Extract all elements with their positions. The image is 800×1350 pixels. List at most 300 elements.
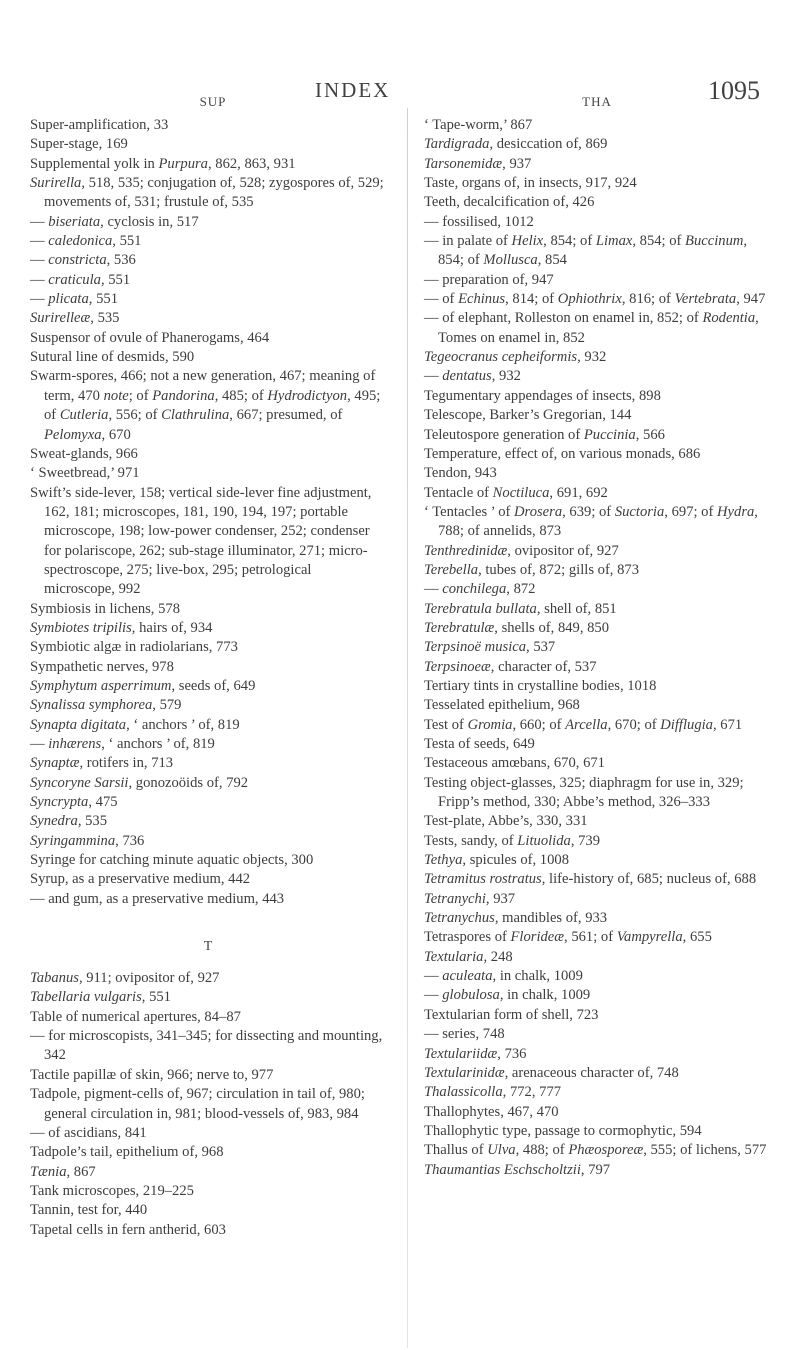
entry-text: Teleutospore generation of [424,426,584,443]
index-entry [30,754,386,773]
right-entries-list [424,116,770,1180]
entry-text: , seeds of, 649 [171,677,256,694]
index-entry [30,735,386,754]
index-entry [424,1103,770,1122]
index-entry [30,658,386,677]
entry-text: , Tomes on enamel in, 852 [438,310,759,346]
index-entry [30,870,386,889]
entry-text: , gonozoöids of, 792 [128,774,249,791]
entry-text: — [30,213,49,230]
entry-text: Test-plate, Abbe’s, 330, 331 [424,813,588,830]
running-title: INDEX [315,78,391,102]
entry-term-italic: Gromia [467,716,513,733]
index-entry [424,426,770,445]
entry-term-italic: constricta [48,252,107,269]
entry-term-italic: Hydrodictyon [267,387,348,404]
index-entry [30,135,386,154]
entry-term-italic: Clathrulina [161,407,230,424]
entry-term-italic: Terebella [424,561,479,578]
index-entry [424,1122,770,1141]
index-entry [30,1027,386,1066]
entry-term-italic: Vertebrata [674,291,737,308]
entry-text: , life-history of, 685; nucleus of, 688 [541,871,757,888]
index-entry [30,1085,386,1124]
entry-text: , 797 [580,1161,611,1178]
index-entry [424,1025,770,1044]
entry-term-italic: globulosa [442,987,500,1004]
entry-text: , hairs of, 934 [131,619,213,636]
entry-term-italic: Tabanus [30,970,79,987]
entry-term-italic: Cutleria [59,407,109,424]
index-entry [30,1201,386,1220]
entry-text: Sympathetic nerves, 978 [30,658,174,675]
entry-text: , tubes of, 872; gills of, 873 [478,561,639,578]
entry-text: Tapetal cells in fern antherid, 603 [30,1221,226,1238]
index-entry [424,870,770,889]
entry-text: ‘ Tentacles ’ of [424,503,515,520]
entry-text: , 488; of [515,1142,569,1159]
entry-term-italic: Tenthredinidæ [424,542,508,559]
entry-term-italic: dentatus [442,368,492,385]
entry-term-italic: Tabellaria vulgaris [30,989,142,1006]
index-entry [424,851,770,870]
entry-text: , 937 [485,890,516,907]
entry-text: , character of, 537 [490,658,597,675]
entry-term-italic: Florideæ [510,929,565,946]
index-entry [424,348,770,367]
entry-text: — and gum, as a preservative medium, 443 [30,890,285,907]
entry-text: , ‘ anchors ’ of, 819 [101,736,215,752]
entry-term-italic: Echinus [458,291,506,308]
entry-term-italic: Surirelleæ [30,310,91,327]
entry-term-italic: Hydra [717,503,755,520]
entry-text: ‘ Tape-worm,’ 867 [424,117,533,133]
entry-term-italic: Drosera [514,503,563,520]
entry-text: , 551 [141,989,171,1006]
entry-term-italic: Syncoryne Sarsii [30,774,129,791]
entry-text: Textularian form of shell, 723 [424,1006,599,1023]
index-entry [424,890,770,909]
entry-term-italic: Tænia [30,1163,67,1180]
index-entry [30,1124,386,1143]
index-entry [30,116,386,135]
entry-text: ‘ Sweetbread,’ 971 [30,465,140,482]
entry-term-italic: Tethya [424,852,463,869]
entry-text: Testing object-glasses, 325; diaphragm for use in, 329; Fripp’s method, 330; Abbe’s method, 326–333 [424,774,744,811]
index-entry [424,561,770,580]
entry-term-italic: Terpsinoë musica [424,639,527,656]
index-entry [30,600,386,619]
entry-term-italic: caledonica [48,233,113,250]
entry-text: Supplemental yolk in [30,155,159,172]
index-entry [30,445,386,464]
entry-text: , shells of, 849, 850 [494,619,610,636]
entry-text: Testaceous amœbans, 670, 671 [424,755,605,772]
entry-term-italic: Tarsonemidæ [424,155,503,172]
entry-text: , ovipositor of, 927 [507,542,619,559]
index-entry [30,812,386,831]
entry-text: Tendon, 943 [424,465,497,482]
entry-term-italic: Helix [511,233,544,250]
entry-text: , 736 [497,1045,527,1062]
index-entry [424,464,770,483]
index-entry [30,716,386,735]
entry-term-italic: Limax [595,233,633,250]
entry-term-italic: inhærens [48,736,102,752]
entry-text: — [424,368,443,385]
index-entry [30,1066,386,1085]
entry-text: — of ascidians, 841 [30,1124,147,1141]
entry-text: Syringe for catching minute aquatic objects, 300 [30,852,314,869]
index-entry [424,542,770,561]
entry-text: — of [424,291,459,308]
entry-text: Syrup, as a preservative medium, 442 [30,871,251,888]
entry-term-italic: Terpsinoeæ [424,658,491,675]
entry-text: , shell of, 851 [536,600,617,617]
index-entry [424,484,770,503]
index-entry [30,890,386,909]
section-letter: T [203,939,213,955]
entry-text: , arenaceous character of, 748 [504,1064,679,1081]
entry-text: Sutural line of desmids, 590 [30,349,195,366]
index-entry [424,155,770,174]
entry-term-italic: Symphytum asperrimum [30,677,172,694]
entry-term-italic: Synalissa symphorea [30,697,153,714]
entry-text: , 667; presumed, of [229,407,343,424]
entry-text: , 854 [537,252,567,269]
index-entry [424,754,770,773]
entry-text: , 862, 863, 931 [207,155,296,172]
entry-term-italic: Tetranychus [424,910,495,927]
entry-term-italic: Buccinum [685,233,744,250]
index-entry [424,367,770,386]
entry-text: , 551 [88,291,118,308]
entry-text: , 536 [106,252,136,269]
entry-text: , rotifers in, 713 [79,755,174,772]
right-column [424,92,770,1180]
entry-term-italic: Syncrypta [30,794,89,811]
index-entry [30,774,386,793]
index-entry [424,967,770,986]
entry-text: Tadpole, pigment-cells of, 967; circulation in tail of, 980; general circulation in, 981; blood-vessels of, 983, 984 [30,1086,365,1122]
entry-term-italic: Noctiluca [492,484,550,501]
entry-text: — for microscopists, 341–345; for dissecting and mounting, 342 [30,1028,383,1064]
entry-term-italic: Textularia [424,948,484,965]
entry-text: ; of [128,387,153,404]
entry-text: , in chalk, 1009 [499,987,591,1004]
entry-text: — preparation of, 947 [424,271,554,288]
entry-term-italic: biseriata [48,213,101,230]
entry-text: Thallophytes, 467, 470 [424,1103,559,1120]
entry-text: , 566 [635,426,665,443]
index-entry [424,1083,770,1102]
entry-text: , 691, 692 [549,484,608,501]
entry-text: , in chalk, 1009 [492,968,583,985]
index-entry [424,290,770,309]
right-column-catchword: THA [582,94,612,109]
entry-text: , 788; of annelids, 873 [438,503,758,540]
entry-text: , 932 [577,349,607,366]
entry-text: , 739 [570,832,601,849]
entry-term-italic: Lituolida [517,832,571,849]
left-entries-t-list [30,969,386,1240]
entry-term-italic: Arcella [565,716,608,733]
entry-text: , 854; of [632,233,686,250]
entry-text: Tentacle of [424,484,493,501]
entry-text: , 872 [506,581,536,598]
entry-term-italic: Terebratulæ [424,619,495,636]
index-entry [30,155,386,174]
entry-text: Taste, organs of, in insects, 917, 924 [424,175,637,192]
entry-text: , 579 [152,697,182,714]
entry-text: Thallus of [424,1142,488,1159]
entry-text: Symbiotic algæ in radiolarians, 773 [30,639,238,656]
entry-text: , 772, 777 [502,1084,562,1101]
index-entry [424,812,770,831]
index-entry [30,988,386,1007]
entry-term-italic: Tegeocranus cepheiformis [424,349,578,366]
entry-term-italic: Ulva [487,1142,516,1159]
entry-text: Swift’s side-lever, 158; vertical side-lever fine adjustment, 162, 181; microscopes, 181, 190, 194, 197; portable microscope, 198; low-power condenser, 252; condenser for polariscope, 262; sub-stage illuminator, 271; micro-spectroscope, 275; live-box, 295; petrological microscope, 992 [30,484,372,598]
entry-text: , 248 [483,948,513,965]
entry-text: Super-stage, 169 [30,136,128,153]
entry-text: Sweat-glands, 966 [30,445,138,462]
index-entry [30,677,386,696]
entry-term-italic: aculeata [442,968,493,985]
entry-text: Suspensor of ovule of Phanerogams, 464 [30,329,270,346]
index-entry [424,116,770,135]
index-entry [30,348,386,367]
entry-text: Teeth, decalcification of, 426 [424,194,595,211]
index-entry [424,986,770,1005]
entry-text: Thallophytic type, passage to cormophytic, 594 [424,1122,702,1139]
index-entry [424,309,770,348]
entry-term-italic: Phæosporeæ [568,1142,644,1159]
entry-text: — of elephant, Rolleston on enamel in, 852; of [424,310,703,327]
entry-text: , 561; of [564,929,617,946]
index-entry [30,367,386,444]
entry-text: Test of [424,716,468,733]
entry-text: , desiccation of, 869 [489,136,608,153]
entry-text: Telescope, Barker’s Gregorian, 144 [424,407,632,424]
index-entry [424,213,770,232]
entry-text: Tesselated epithelium, 968 [424,697,580,714]
entry-text: , 911; ovipositor of, 927 [78,970,220,987]
entry-text: — fossilised, 1012 [424,213,534,230]
index-entry [424,774,770,813]
entry-term-italic: Surirella [30,175,82,192]
index-entry [424,638,770,657]
index-entry [30,329,386,348]
entry-text: — [30,252,49,269]
entry-term-italic: conchilega [442,581,507,598]
entry-text: , 660; of [512,716,566,733]
entry-text: , 475 [88,794,118,811]
index-entry [30,1143,386,1162]
entry-term-italic: Purpura [158,155,208,172]
index-entry [424,271,770,290]
left-column [30,92,386,1240]
index-entry [424,580,770,599]
entry-text: , 947 [736,291,766,308]
entry-text: , cyclosis in, 517 [100,213,199,230]
entry-term-italic: Tetramitus rostratus [424,871,542,888]
index-entry [424,232,770,271]
entry-text: , ‘ anchors ’ of, 819 [126,716,240,733]
index-entry [424,135,770,154]
entry-term-italic: Mollusca [483,252,538,269]
index-entry [30,638,386,657]
entry-text: Super-amplification, 33 [30,117,169,133]
entry-text: Tannin, test for, 440 [30,1202,148,1219]
entry-term-italic: Pelomyxa [44,426,102,443]
entry-term-italic: Thaumantias Eschscholtzii [424,1161,581,1178]
entry-term-italic: Synapta digitata [30,716,127,733]
entry-text: Temperature, effect of, on various monads, 686 [424,445,701,462]
entry-text: Tertiary tints in crystalline bodies, 1018 [424,677,657,694]
entry-text: , 932 [491,368,521,385]
entry-text: , 556; of [108,407,162,424]
index-entry [30,1163,386,1182]
entry-text: — [424,581,443,598]
index-entry [30,290,386,309]
index-entry [424,406,770,425]
entry-term-italic: Vampyrella [616,929,683,946]
entry-text: — [424,968,443,985]
index-entry [424,928,770,947]
entry-text: , 639; of [562,503,615,520]
index-entry [424,677,770,696]
entry-text: , 555; of lichens, 577 [643,1142,767,1159]
index-entry [424,1006,770,1025]
index-entry [424,600,770,619]
left-column-catchword: SUP [199,94,227,109]
entry-text: , spicules of, 1008 [462,852,569,869]
left-entries-list [30,116,386,909]
entry-text: — [30,271,49,288]
index-entry [424,387,770,406]
entry-text: Tactile papillæ of skin, 966; nerve to, 977 [30,1066,274,1083]
index-entry [30,251,386,270]
index-entry [424,948,770,967]
index-entry [424,1141,770,1160]
entry-term-italic: Syringammina [30,832,116,849]
index-entry [30,793,386,812]
index-entry [424,174,770,193]
entry-text: , 551 [100,271,131,288]
column-divider [407,108,408,1348]
index-entry [424,1161,770,1180]
entry-text: — [30,291,49,308]
index-entry [424,503,770,542]
entry-text: , 485; of [214,387,268,404]
index-entry [30,213,386,232]
index-entry [30,619,386,638]
entry-term-italic: Puccinia [583,426,636,443]
entry-term-italic: Synedra [30,813,78,830]
entry-text: Tadpole’s tail, epithelium of, 968 [30,1144,224,1161]
entry-text: Table of numerical apertures, 84–87 [30,1008,241,1025]
entry-term-italic: Symbiotes tripilis [30,619,132,636]
entry-term-italic: Textularinidæ [424,1064,505,1081]
entry-term-italic: Textulariidæ [424,1045,498,1062]
entry-text: , 697; of [664,503,717,520]
entry-text: , 495; of [44,387,381,424]
entry-term-italic: note [103,387,129,404]
entry-text: Tegumentary appendages of insects, 898 [424,387,661,404]
entry-text: — [30,736,49,752]
entry-text: Tank microscopes, 219–225 [30,1182,194,1199]
index-entry [30,309,386,328]
entry-text: Testa of seeds, 649 [424,736,535,752]
index-entry [424,1045,770,1064]
index-entry [30,1008,386,1027]
entry-term-italic: Suctoria [614,503,665,520]
index-entry [30,832,386,851]
index-entry [424,619,770,638]
entry-text: , 671 [712,716,743,733]
index-entry [424,193,770,212]
entry-term-italic: Rodentia [702,310,756,327]
entry-text: Swarm-spores, 466; not a new generation, 467; meaning of term, 470 [30,368,376,404]
index-entry [424,696,770,715]
index-entry [30,969,386,988]
entry-text: , 535 [90,310,120,327]
entry-term-italic: Synaptæ [30,755,80,772]
entry-text: , 867 [66,1163,96,1180]
index-entry [30,464,386,483]
entry-term-italic: Tardigrada [424,136,490,153]
entry-term-italic: plicata [48,291,89,308]
index-entry [424,832,770,851]
index-entry [424,658,770,677]
entry-text: Symbiosis in lichens, 578 [30,600,180,617]
index-entry [30,174,386,213]
page-number: 1095 [708,76,760,105]
index-entry [424,1064,770,1083]
entry-text: , 537 [526,639,556,656]
entry-text: — series, 748 [424,1026,505,1043]
entry-term-italic: Ophiothrix [557,291,622,308]
entry-term-italic: Terebratula bullata [424,600,537,617]
entry-text: , 854; of [543,233,596,250]
entry-text: , mandibles of, 933 [494,910,608,927]
index-entry [30,271,386,290]
index-entry [424,445,770,464]
entry-term-italic: Thalassicolla [424,1084,503,1101]
index-entry [424,716,770,735]
entry-text: , 816; of [621,291,675,308]
entry-text: Tetraspores of [424,929,511,946]
index-entry [30,484,386,600]
index-entry [424,735,770,754]
index-entry [30,232,386,251]
index-entry [30,696,386,715]
entry-text: , 518, 535; conjugation of, 528; zygospores of, 529; movements of, 531; frustule of, 535 [44,175,384,211]
entry-text: , 937 [502,155,532,172]
entry-term-italic: Difflugia [660,716,713,733]
entry-text: — [30,233,49,250]
entry-text: , 814; of [505,291,558,308]
index-entry [30,851,386,870]
entry-text: , 736 [115,832,145,849]
entry-text: , 670; of [607,716,661,733]
entry-text: — in palate of [424,233,512,250]
entry-text: , 551 [112,233,142,250]
index-entry [30,1182,386,1201]
entry-text: , 655 [682,929,712,946]
entry-text: , 854; of [438,233,748,269]
